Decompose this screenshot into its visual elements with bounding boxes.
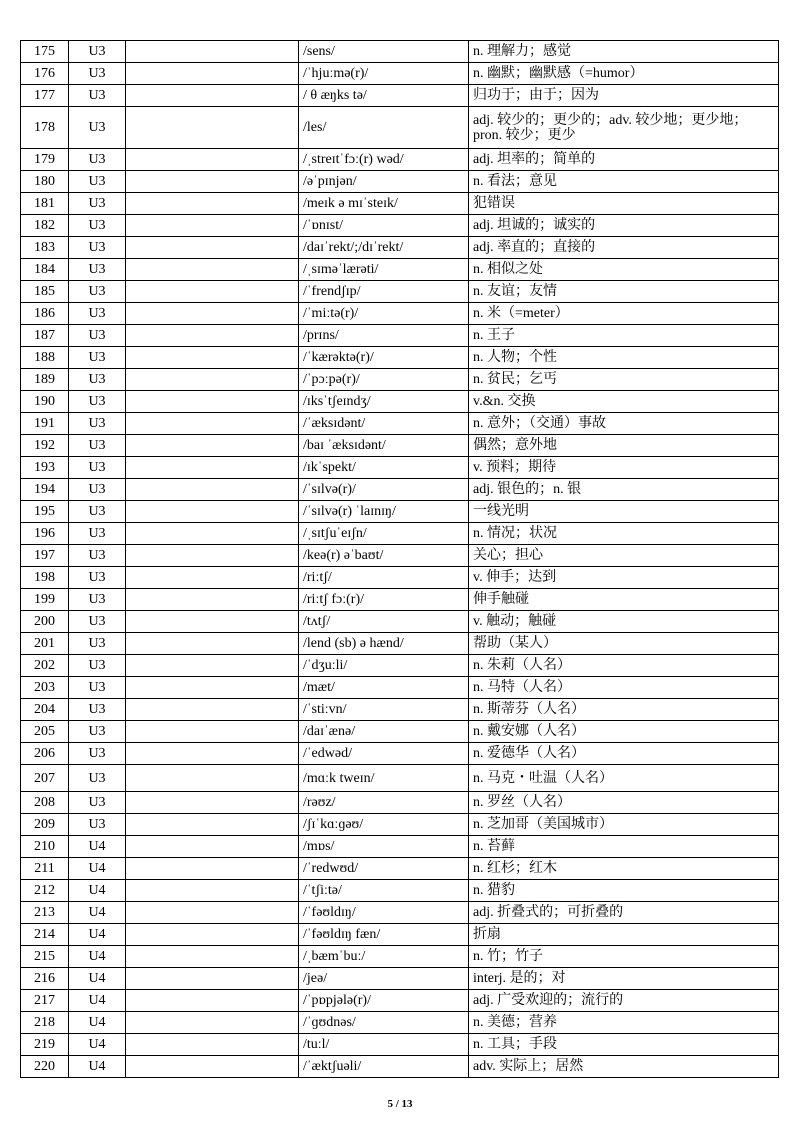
- table-row: [21, 435, 779, 457]
- entry-number: 201: [21, 633, 69, 655]
- entry-unit: U3: [69, 303, 126, 325]
- table-row: [21, 1034, 779, 1056]
- table-row: [21, 633, 779, 655]
- entry-pronunciation: /ˈfəʊldɪŋ/: [299, 902, 469, 924]
- entry-number: 216: [21, 968, 69, 990]
- entry-meaning: n. 马克・吐温（人名）: [469, 765, 779, 792]
- table-row: [21, 479, 779, 501]
- entry-word: [126, 325, 299, 347]
- entry-unit: U4: [69, 924, 126, 946]
- entry-pronunciation: /ˈhjuːmə(r)/: [299, 63, 469, 85]
- entry-word: [126, 655, 299, 677]
- entry-pronunciation: /riːtʃ fɔː(r)/: [299, 589, 469, 611]
- entry-meaning: n. 工具；手段: [469, 1034, 779, 1056]
- entry-number: 182: [21, 215, 69, 237]
- entry-number: 210: [21, 836, 69, 858]
- entry-unit: U3: [69, 325, 126, 347]
- entry-unit: U4: [69, 1012, 126, 1034]
- entry-pronunciation: /keə(r) əˈbaʊt/: [299, 545, 469, 567]
- entry-meaning: n. 相似之处: [469, 259, 779, 281]
- entry-word: [126, 836, 299, 858]
- entry-word: [126, 303, 299, 325]
- entry-meaning: 关心；担心: [469, 545, 779, 567]
- entry-word: [126, 149, 299, 171]
- entry-word: [126, 237, 299, 259]
- entry-unit: U3: [69, 391, 126, 413]
- entry-meaning: adj. 折叠式的；可折叠的: [469, 902, 779, 924]
- entry-word: [126, 880, 299, 902]
- table-row: [21, 1012, 779, 1034]
- entry-unit: U3: [69, 215, 126, 237]
- entry-pronunciation: /ˈmiːtə(r)/: [299, 303, 469, 325]
- entry-unit: U3: [69, 567, 126, 589]
- entry-word: [126, 171, 299, 193]
- entry-pronunciation: /ˌsɪtʃuˈeɪʃn/: [299, 523, 469, 545]
- entry-word: [126, 743, 299, 765]
- entry-meaning: n. 人物；个性: [469, 347, 779, 369]
- entry-meaning: n. 幽默；幽默感（=humor）: [469, 63, 779, 85]
- entry-unit: U4: [69, 968, 126, 990]
- entry-word: [126, 589, 299, 611]
- entry-number: 214: [21, 924, 69, 946]
- entry-number: 195: [21, 501, 69, 523]
- entry-meaning: v. 预料；期待: [469, 457, 779, 479]
- entry-pronunciation: /ʃɪˈkɑːɡəʊ/: [299, 814, 469, 836]
- entry-pronunciation: /mæt/: [299, 677, 469, 699]
- entry-unit: U3: [69, 501, 126, 523]
- entry-word: [126, 814, 299, 836]
- entry-unit: U4: [69, 1034, 126, 1056]
- table-row: [21, 699, 779, 721]
- entry-unit: U3: [69, 523, 126, 545]
- entry-unit: U3: [69, 63, 126, 85]
- entry-unit: U4: [69, 990, 126, 1012]
- entry-pronunciation: /ˈfrendʃɪp/: [299, 281, 469, 303]
- entry-unit: U3: [69, 814, 126, 836]
- entry-unit: U4: [69, 836, 126, 858]
- entry-number: 197: [21, 545, 69, 567]
- entry-pronunciation: /ɪksˈtʃeɪndʒ/: [299, 391, 469, 413]
- entry-number: 183: [21, 237, 69, 259]
- table-row: [21, 107, 779, 149]
- entry-meaning: adj. 坦率的；简单的: [469, 149, 779, 171]
- entry-pronunciation: /ˈsɪlvə(r)/: [299, 479, 469, 501]
- entry-word: [126, 545, 299, 567]
- entry-meaning: n. 美德；营养: [469, 1012, 779, 1034]
- entry-pronunciation: /les/: [299, 107, 469, 149]
- entry-word: [126, 501, 299, 523]
- entry-pronunciation: /ˌbæmˈbuː/: [299, 946, 469, 968]
- entry-meaning: n. 苔藓: [469, 836, 779, 858]
- table-row: [21, 259, 779, 281]
- entry-number: 213: [21, 902, 69, 924]
- entry-unit: U3: [69, 149, 126, 171]
- entry-number: 217: [21, 990, 69, 1012]
- entry-number: 219: [21, 1034, 69, 1056]
- entry-number: 176: [21, 63, 69, 85]
- entry-unit: U3: [69, 435, 126, 457]
- table-row: [21, 902, 779, 924]
- table-row: [21, 193, 779, 215]
- table-row: [21, 946, 779, 968]
- entry-meaning: adj. 广受欢迎的；流行的: [469, 990, 779, 1012]
- table-row: [21, 655, 779, 677]
- entry-pronunciation: /ˈpɒpjələ(r)/: [299, 990, 469, 1012]
- entry-pronunciation: /ˈtʃiːtə/: [299, 880, 469, 902]
- entry-pronunciation: /ˌstreɪtˈfɔː(r) wəd/: [299, 149, 469, 171]
- entry-number: 203: [21, 677, 69, 699]
- entry-word: [126, 85, 299, 107]
- entry-unit: U4: [69, 858, 126, 880]
- entry-pronunciation: /ˈɡʊdnəs/: [299, 1012, 469, 1034]
- entry-word: [126, 677, 299, 699]
- entry-pronunciation: /ˈfəʊldɪŋ fæn/: [299, 924, 469, 946]
- entry-word: [126, 990, 299, 1012]
- entry-word: [126, 721, 299, 743]
- entry-number: 212: [21, 880, 69, 902]
- entry-meaning: n. 马特（人名）: [469, 677, 779, 699]
- page-number: 5 / 13: [387, 1098, 413, 1110]
- entry-meaning: adj. 坦诚的；诚实的: [469, 215, 779, 237]
- vocabulary-table: [20, 40, 779, 1078]
- entry-pronunciation: /ˈɒnɪst/: [299, 215, 469, 237]
- entry-word: [126, 435, 299, 457]
- table-row: [21, 281, 779, 303]
- entry-pronunciation: /riːtʃ/: [299, 567, 469, 589]
- entry-word: [126, 63, 299, 85]
- entry-meaning: n. 情况；状况: [469, 523, 779, 545]
- entry-word: [126, 792, 299, 814]
- entry-pronunciation: /daɪˈænə/: [299, 721, 469, 743]
- entry-number: 180: [21, 171, 69, 193]
- table-row: [21, 171, 779, 193]
- entry-unit: U3: [69, 193, 126, 215]
- entry-pronunciation: /ˈstiːvn/: [299, 699, 469, 721]
- table-row: [21, 567, 779, 589]
- entry-pronunciation: /rəʊz/: [299, 792, 469, 814]
- entry-number: 189: [21, 369, 69, 391]
- entry-number: 177: [21, 85, 69, 107]
- entry-number: 184: [21, 259, 69, 281]
- entry-unit: U3: [69, 85, 126, 107]
- entry-word: [126, 1056, 299, 1078]
- entry-pronunciation: /daɪˈrekt/;/dɪˈrekt/: [299, 237, 469, 259]
- entry-meaning: n. 看法；意见: [469, 171, 779, 193]
- entry-word: [126, 523, 299, 545]
- entry-pronunciation: /əˈpɪnjən/: [299, 171, 469, 193]
- table-row: [21, 743, 779, 765]
- entry-pronunciation: /sens/: [299, 41, 469, 63]
- entry-word: [126, 107, 299, 149]
- table-row: [21, 41, 779, 63]
- entry-pronunciation: /ɪkˈspekt/: [299, 457, 469, 479]
- entry-unit: U3: [69, 369, 126, 391]
- entry-number: 220: [21, 1056, 69, 1078]
- entry-number: 204: [21, 699, 69, 721]
- table-row: [21, 611, 779, 633]
- entry-meaning: n. 爱德华（人名）: [469, 743, 779, 765]
- entry-meaning: n. 斯蒂芬（人名）: [469, 699, 779, 721]
- entry-unit: U4: [69, 880, 126, 902]
- entry-unit: U3: [69, 457, 126, 479]
- entry-unit: U3: [69, 347, 126, 369]
- entry-number: 191: [21, 413, 69, 435]
- entry-meaning: 归功于；由于；因为: [469, 85, 779, 107]
- entry-pronunciation: /tʌtʃ/: [299, 611, 469, 633]
- table-row: [21, 968, 779, 990]
- entry-word: [126, 1012, 299, 1034]
- entry-meaning: v. 伸手；达到: [469, 567, 779, 589]
- table-row: [21, 85, 779, 107]
- entry-unit: U4: [69, 1056, 126, 1078]
- entry-word: [126, 946, 299, 968]
- entry-meaning: v.&n. 交换: [469, 391, 779, 413]
- entry-meaning: n. 竹；竹子: [469, 946, 779, 968]
- entry-number: 188: [21, 347, 69, 369]
- entry-unit: U3: [69, 413, 126, 435]
- entry-pronunciation: / θ æŋks tə/: [299, 85, 469, 107]
- entry-unit: U3: [69, 41, 126, 63]
- entry-unit: U3: [69, 171, 126, 193]
- entry-word: [126, 215, 299, 237]
- entry-meaning: adv. 实际上；居然: [469, 1056, 779, 1078]
- entry-meaning: n. 贫民；乞丐: [469, 369, 779, 391]
- entry-number: 202: [21, 655, 69, 677]
- entry-unit: U3: [69, 479, 126, 501]
- entry-pronunciation: /ˈredwʊd/: [299, 858, 469, 880]
- entry-word: [126, 902, 299, 924]
- entry-number: 206: [21, 743, 69, 765]
- entry-unit: U3: [69, 655, 126, 677]
- entry-word: [126, 41, 299, 63]
- entry-unit: U3: [69, 545, 126, 567]
- table-row: [21, 924, 779, 946]
- entry-meaning: 偶然；意外地: [469, 435, 779, 457]
- entry-number: 211: [21, 858, 69, 880]
- entry-number: 207: [21, 765, 69, 792]
- entry-pronunciation: /lend (sb) ə hænd/: [299, 633, 469, 655]
- entry-unit: U3: [69, 792, 126, 814]
- table-row: [21, 215, 779, 237]
- entry-number: 193: [21, 457, 69, 479]
- table-row: [21, 589, 779, 611]
- entry-number: 190: [21, 391, 69, 413]
- entry-unit: U3: [69, 259, 126, 281]
- table-row: [21, 814, 779, 836]
- entry-pronunciation: /ˈpɔːpə(r)/: [299, 369, 469, 391]
- entry-number: 209: [21, 814, 69, 836]
- entry-number: 196: [21, 523, 69, 545]
- entry-meaning: n. 朱莉（人名）: [469, 655, 779, 677]
- entry-meaning: n. 罗丝（人名）: [469, 792, 779, 814]
- entry-meaning: n. 意外；（交通）事故: [469, 413, 779, 435]
- entry-word: [126, 633, 299, 655]
- entry-pronunciation: /meɪk ə mɪˈsteɪk/: [299, 193, 469, 215]
- entry-unit: U3: [69, 765, 126, 792]
- entry-unit: U3: [69, 699, 126, 721]
- entry-number: 181: [21, 193, 69, 215]
- entry-unit: U3: [69, 721, 126, 743]
- table-row: [21, 149, 779, 171]
- vocabulary-table-body: [21, 41, 779, 1078]
- entry-meaning: n. 戴安娜（人名）: [469, 721, 779, 743]
- table-row: [21, 858, 779, 880]
- entry-pronunciation: /jeə/: [299, 968, 469, 990]
- entry-number: 178: [21, 107, 69, 149]
- entry-meaning: 伸手触碰: [469, 589, 779, 611]
- entry-meaning: 犯错误: [469, 193, 779, 215]
- entry-pronunciation: /ˈkærəktə(r)/: [299, 347, 469, 369]
- entry-number: 218: [21, 1012, 69, 1034]
- table-row: [21, 721, 779, 743]
- table-row: [21, 990, 779, 1012]
- table-row: [21, 836, 779, 858]
- table-row: [21, 63, 779, 85]
- entry-pronunciation: /ˈdʒuːli/: [299, 655, 469, 677]
- entry-unit: U4: [69, 902, 126, 924]
- entry-word: [126, 369, 299, 391]
- entry-word: [126, 193, 299, 215]
- entry-word: [126, 611, 299, 633]
- entry-word: [126, 413, 299, 435]
- entry-unit: U3: [69, 633, 126, 655]
- entry-number: 186: [21, 303, 69, 325]
- entry-meaning: n. 王子: [469, 325, 779, 347]
- entry-meaning: adj. 较少的；更少的；adv. 较少地；更少地；pron. 较少；更少: [469, 107, 779, 149]
- entry-number: 187: [21, 325, 69, 347]
- entry-unit: U3: [69, 281, 126, 303]
- table-row: [21, 369, 779, 391]
- entry-number: 198: [21, 567, 69, 589]
- entry-pronunciation: /ˈsɪlvə(r) ˈlaɪnɪŋ/: [299, 501, 469, 523]
- entry-word: [126, 699, 299, 721]
- table-row: [21, 677, 779, 699]
- entry-word: [126, 765, 299, 792]
- table-row: [21, 237, 779, 259]
- table-row: [21, 413, 779, 435]
- entry-word: [126, 924, 299, 946]
- entry-number: 175: [21, 41, 69, 63]
- entry-pronunciation: /mɑːk tweɪn/: [299, 765, 469, 792]
- entry-pronunciation: /ˈæksɪdənt/: [299, 413, 469, 435]
- entry-meaning: interj. 是的；对: [469, 968, 779, 990]
- table-row: [21, 545, 779, 567]
- entry-meaning: 帮助（某人）: [469, 633, 779, 655]
- entry-meaning: n. 猎豹: [469, 880, 779, 902]
- table-row: [21, 303, 779, 325]
- entry-pronunciation: /tuːl/: [299, 1034, 469, 1056]
- entry-meaning: 折扇: [469, 924, 779, 946]
- entry-meaning: n. 理解力；感觉: [469, 41, 779, 63]
- entry-number: 194: [21, 479, 69, 501]
- table-row: [21, 325, 779, 347]
- entry-word: [126, 479, 299, 501]
- entry-pronunciation: /mɒs/: [299, 836, 469, 858]
- table-row: [21, 792, 779, 814]
- entry-word: [126, 259, 299, 281]
- entry-word: [126, 281, 299, 303]
- entry-pronunciation: /prɪns/: [299, 325, 469, 347]
- entry-word: [126, 347, 299, 369]
- entry-number: 192: [21, 435, 69, 457]
- entry-unit: U3: [69, 107, 126, 149]
- entry-meaning: n. 米（=meter）: [469, 303, 779, 325]
- entry-word: [126, 858, 299, 880]
- entry-unit: U3: [69, 237, 126, 259]
- entry-number: 208: [21, 792, 69, 814]
- entry-pronunciation: /ˈedwəd/: [299, 743, 469, 765]
- entry-meaning: v. 触动；触碰: [469, 611, 779, 633]
- entry-number: 179: [21, 149, 69, 171]
- entry-unit: U3: [69, 743, 126, 765]
- table-row: [21, 765, 779, 792]
- table-row: [21, 391, 779, 413]
- table-row: [21, 880, 779, 902]
- table-row: [21, 1056, 779, 1078]
- entry-word: [126, 968, 299, 990]
- entry-unit: U3: [69, 677, 126, 699]
- entry-number: 215: [21, 946, 69, 968]
- entry-number: 205: [21, 721, 69, 743]
- table-row: [21, 347, 779, 369]
- entry-meaning: adj. 银色的；n. 银: [469, 479, 779, 501]
- entry-meaning: n. 红杉；红木: [469, 858, 779, 880]
- entry-word: [126, 457, 299, 479]
- entry-meaning: adj. 率直的；直接的: [469, 237, 779, 259]
- entry-unit: U4: [69, 946, 126, 968]
- entry-pronunciation: /ˈæktʃuəli/: [299, 1056, 469, 1078]
- table-row: [21, 501, 779, 523]
- table-row: [21, 523, 779, 545]
- entry-word: [126, 567, 299, 589]
- table-row: [21, 457, 779, 479]
- entry-number: 200: [21, 611, 69, 633]
- entry-pronunciation: /baɪ ˈæksɪdənt/: [299, 435, 469, 457]
- entry-meaning: 一线光明: [469, 501, 779, 523]
- entry-meaning: n. 友谊；友情: [469, 281, 779, 303]
- entry-pronunciation: /ˌsɪməˈlærəti/: [299, 259, 469, 281]
- entry-word: [126, 1034, 299, 1056]
- entry-unit: U3: [69, 589, 126, 611]
- entry-number: 199: [21, 589, 69, 611]
- entry-meaning: n. 芝加哥（美国城市）: [469, 814, 779, 836]
- entry-number: 185: [21, 281, 69, 303]
- entry-word: [126, 391, 299, 413]
- entry-unit: U3: [69, 611, 126, 633]
